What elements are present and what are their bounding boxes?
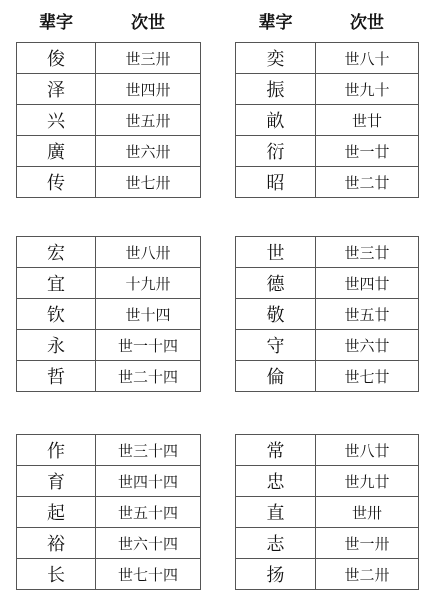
table-row <box>17 268 201 299</box>
generation-char-cell: 起 <box>17 497 96 528</box>
table-row <box>236 528 419 559</box>
generation-order-cell: 世七卅 <box>96 167 201 198</box>
generation-order-cell: 世五廿 <box>316 299 419 330</box>
generation-order-cell: 世九廿 <box>316 466 419 497</box>
generation-char-cell: 兴 <box>17 105 96 136</box>
generation-char-cell: 泽 <box>17 74 96 105</box>
table-row <box>17 466 201 497</box>
generation-char-cell: 育 <box>17 466 96 497</box>
table-row <box>17 559 201 590</box>
table-row <box>17 528 201 559</box>
generation-char-cell: 宜 <box>17 268 96 299</box>
generation-char-cell: 裕 <box>17 528 96 559</box>
table-row <box>17 361 201 392</box>
table-row <box>236 268 419 299</box>
table-row <box>17 237 201 268</box>
generation-order-cell: 世一廿 <box>316 136 419 167</box>
generation-char-cell: 扬 <box>236 559 316 590</box>
table-row <box>236 466 419 497</box>
table-row <box>17 167 201 198</box>
generation-char-cell: 志 <box>236 528 316 559</box>
table-row <box>236 74 419 105</box>
generation-order-cell: 世廿 <box>316 105 419 136</box>
table-row <box>17 497 201 528</box>
generation-order-cell: 世二十四 <box>96 361 201 392</box>
table-row <box>236 237 419 268</box>
table-row <box>236 361 419 392</box>
generation-table-3 <box>16 236 201 392</box>
generation-char-cell: 哲 <box>17 361 96 392</box>
table-row <box>236 435 419 466</box>
generation-order-cell: 世六十四 <box>96 528 201 559</box>
generation-char-cell: 敬 <box>236 299 316 330</box>
generation-order-cell: 世四廿 <box>316 268 419 299</box>
left-header-generation-order: 次世 <box>131 13 165 33</box>
generation-order-cell: 世五卅 <box>96 105 201 136</box>
generation-order-cell: 世四卅 <box>96 74 201 105</box>
generation-char-cell: 振 <box>236 74 316 105</box>
table-row <box>236 167 419 198</box>
table-row <box>17 105 201 136</box>
generation-order-cell: 世八廿 <box>316 435 419 466</box>
generation-order-cell: 世八卅 <box>96 237 201 268</box>
table-row <box>17 74 201 105</box>
generation-char-cell: 俊 <box>17 43 96 74</box>
table-row <box>17 299 201 330</box>
generation-order-cell: 世二卅 <box>316 559 419 590</box>
table-row <box>17 435 201 466</box>
generation-order-cell: 世六卅 <box>96 136 201 167</box>
generation-order-cell: 世四十四 <box>96 466 201 497</box>
generation-order-cell: 世五十四 <box>96 497 201 528</box>
generation-order-cell: 世三十四 <box>96 435 201 466</box>
generation-order-cell: 世七十四 <box>96 559 201 590</box>
table-row <box>236 43 419 74</box>
generation-order-cell: 世三卅 <box>96 43 201 74</box>
generation-order-cell: 世二廿 <box>316 167 419 198</box>
generation-char-cell: 忠 <box>236 466 316 497</box>
generation-char-cell: 昭 <box>236 167 316 198</box>
generation-table-6 <box>235 434 419 590</box>
table-row <box>236 330 419 361</box>
generation-char-cell: 宏 <box>17 237 96 268</box>
generation-table-1 <box>16 42 201 198</box>
right-header-generation-char: 辈字 <box>258 13 293 33</box>
generation-char-cell: 常 <box>236 435 316 466</box>
generation-order-cell: 世六廿 <box>316 330 419 361</box>
generation-char-cell: 畝 <box>236 105 316 136</box>
right-header-generation-order: 次世 <box>350 13 384 33</box>
generation-order-cell: 世十四 <box>96 299 201 330</box>
generation-char-cell: 廣 <box>17 136 96 167</box>
generation-char-cell: 倫 <box>236 361 316 392</box>
generation-char-cell: 奕 <box>236 43 316 74</box>
generation-order-cell: 世九十 <box>316 74 419 105</box>
generation-char-cell: 世 <box>236 237 316 268</box>
generation-char-cell: 永 <box>17 330 96 361</box>
generation-char-cell: 长 <box>17 559 96 590</box>
generation-order-cell: 世一十四 <box>96 330 201 361</box>
generation-char-cell: 传 <box>17 167 96 198</box>
generation-char-cell: 钦 <box>17 299 96 330</box>
generation-char-cell: 守 <box>236 330 316 361</box>
generation-table-4 <box>235 236 419 392</box>
table-row <box>236 136 419 167</box>
generation-order-cell: 世卅 <box>316 497 419 528</box>
generation-char-cell: 作 <box>17 435 96 466</box>
generation-char-cell: 直 <box>236 497 316 528</box>
generation-table-2 <box>235 42 419 198</box>
left-header-generation-char: 辈字 <box>39 13 73 33</box>
table-row <box>236 105 419 136</box>
table-row <box>236 497 419 528</box>
generation-char-cell: 德 <box>236 268 316 299</box>
generation-order-cell: 十九卅 <box>96 268 201 299</box>
table-row <box>236 299 419 330</box>
generation-order-cell: 世八十 <box>316 43 419 74</box>
generation-order-cell: 世一卅 <box>316 528 419 559</box>
generation-order-cell: 世三廿 <box>316 237 419 268</box>
table-row <box>17 43 201 74</box>
table-row <box>17 136 201 167</box>
generation-order-cell: 世七廿 <box>316 361 419 392</box>
generation-table-5 <box>16 434 201 590</box>
generation-char-cell: 衍 <box>236 136 316 167</box>
table-row <box>17 330 201 361</box>
table-row <box>236 559 419 590</box>
